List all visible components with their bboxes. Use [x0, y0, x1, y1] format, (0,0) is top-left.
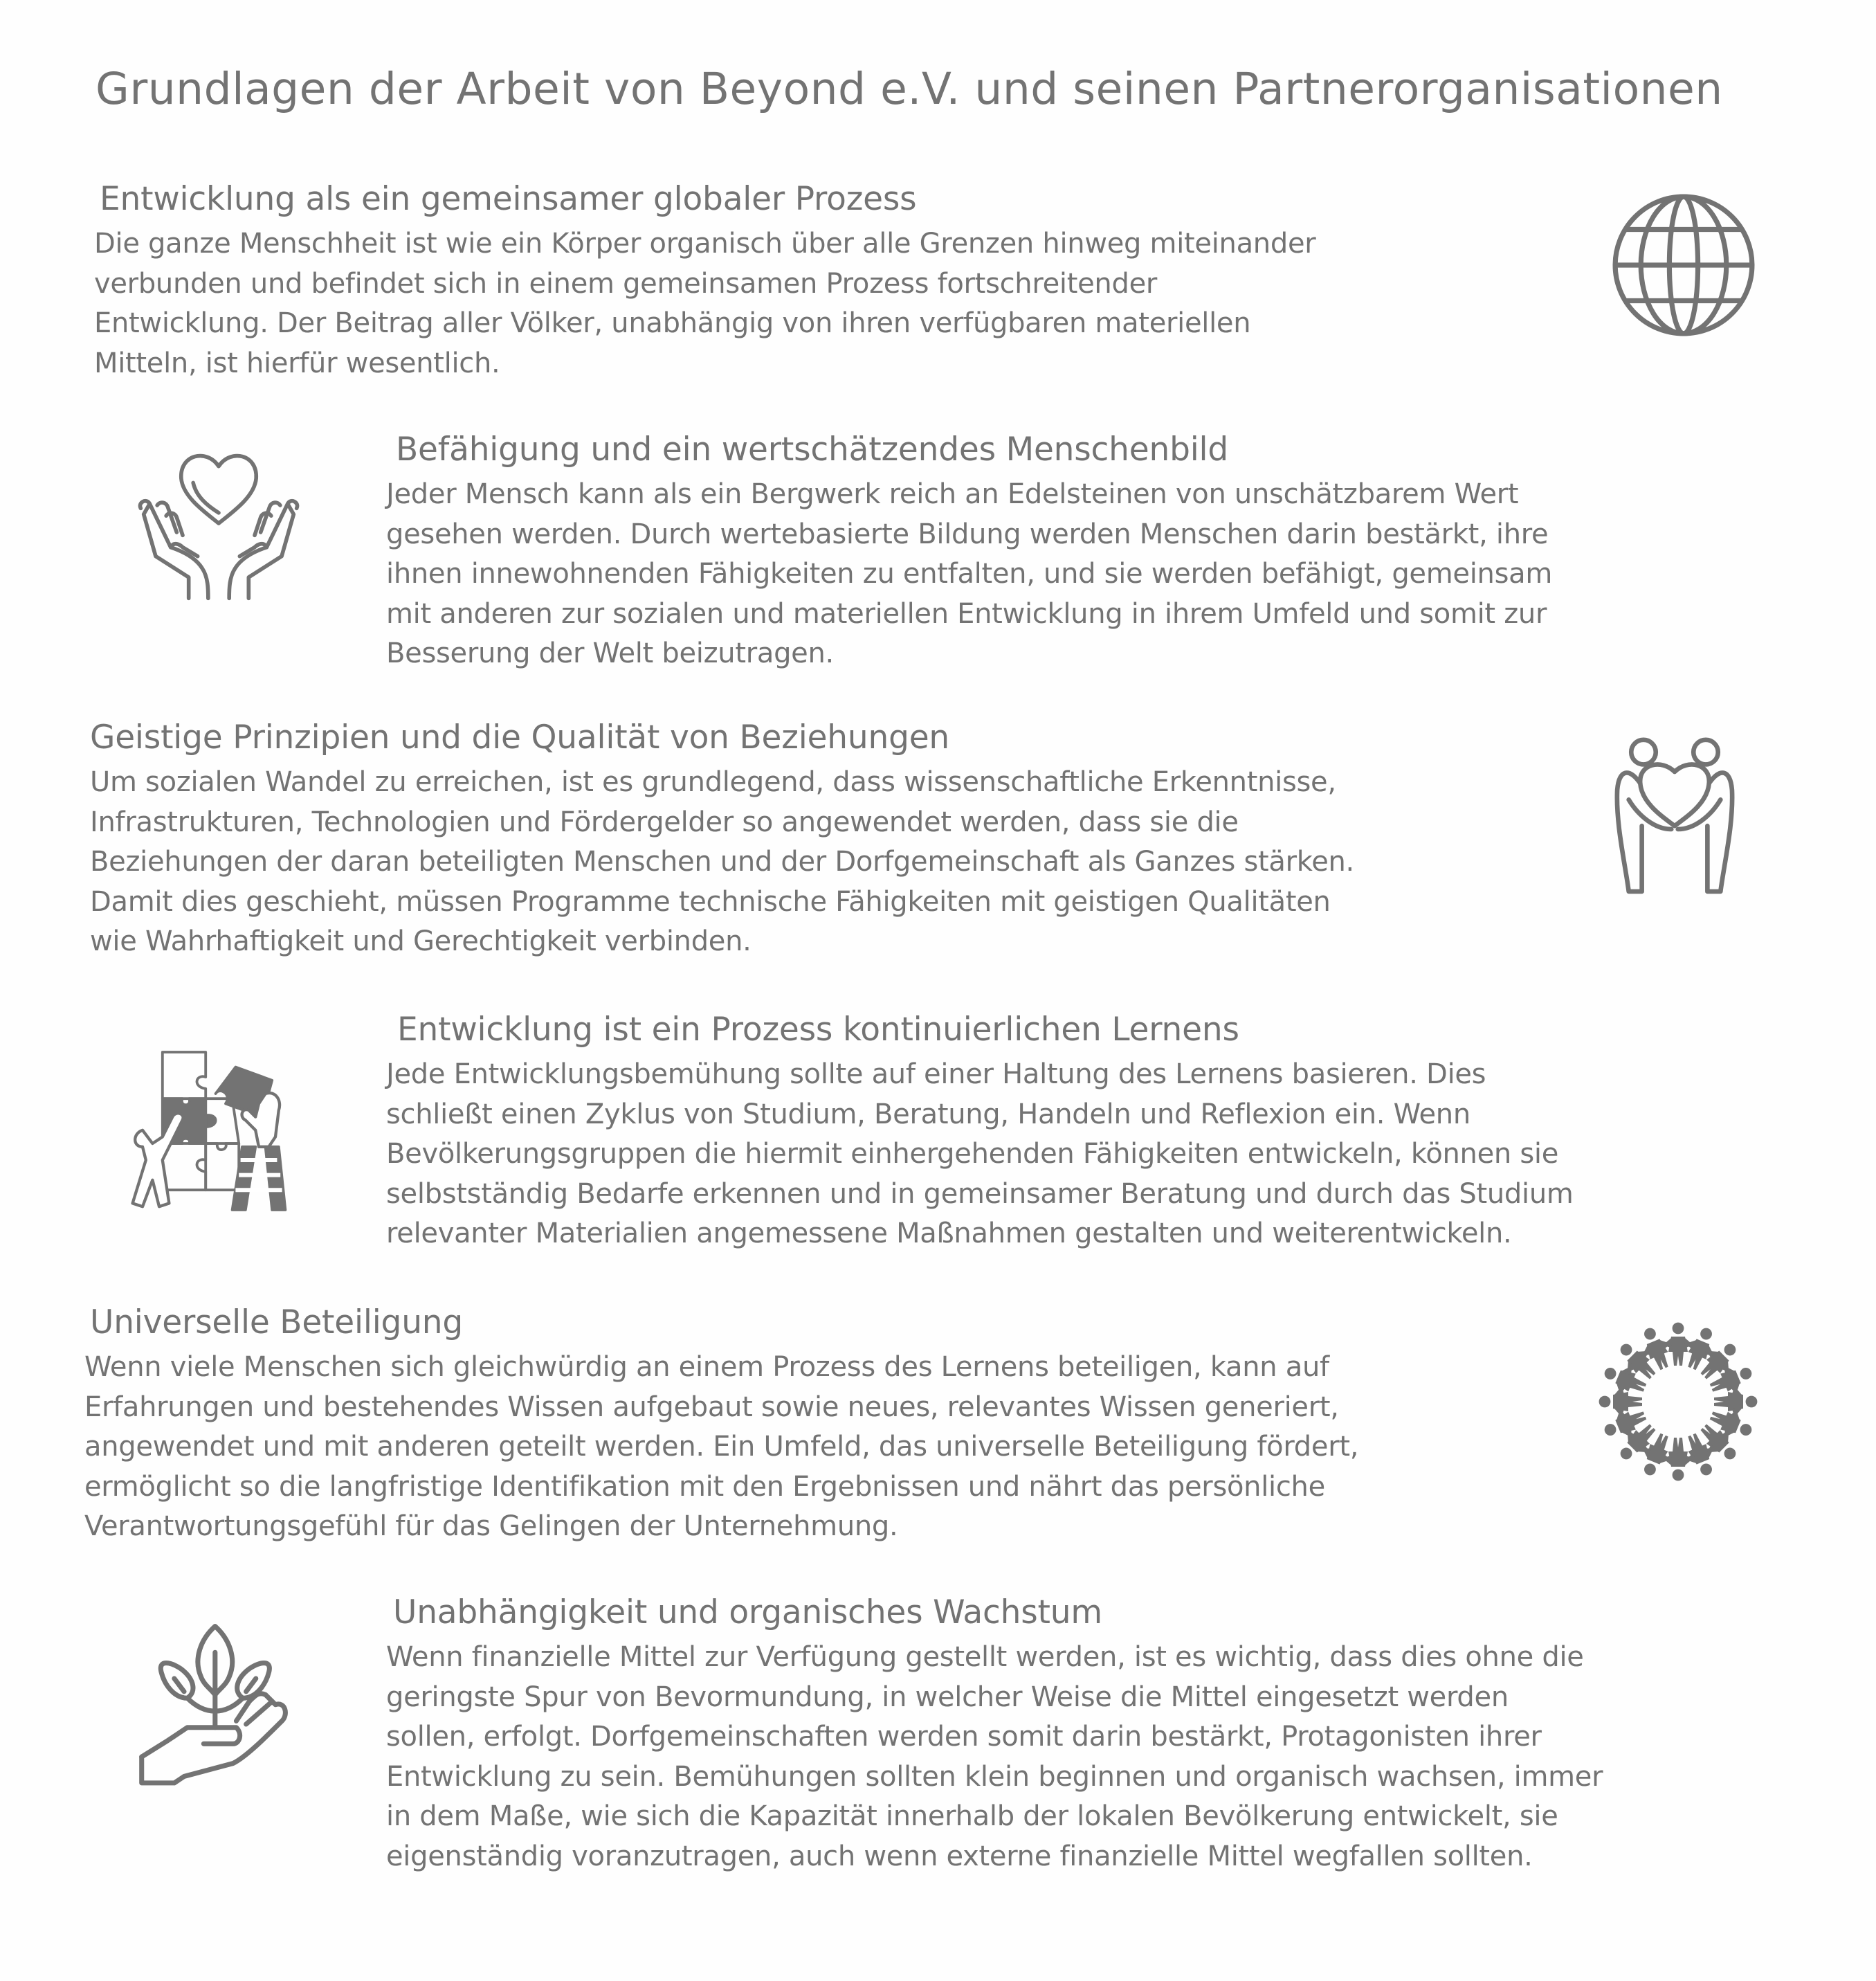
body-line: Erfahrungen und bestehendes Wissen aufgebaut sowie neues, relevantes Wissen generiert,	[84, 1391, 1339, 1423]
body-line: Infrastrukturen, Technologien und Fördergelder so angewendet werden, dass sie die	[90, 806, 1239, 838]
section-body	[386, 475, 1552, 674]
body-line: Entwicklung. Der Beitrag aller Völker, unabhängig von ihren verfügbaren materiellen	[94, 307, 1251, 339]
section-heading: Entwicklung ist ein Prozess kontinuierlichen Lernens	[397, 1011, 1239, 1049]
section-universal-participation	[84, 1302, 1358, 1547]
page-title: Grundlagen der Arbeit von Beyond e.V. und seinen Partnerorganisationen	[95, 64, 1723, 114]
section-continuous-learning	[386, 1009, 1574, 1254]
section-empowerment	[386, 429, 1552, 674]
body-line: ermöglicht so die langfristige Identifikation mit den Ergebnissen und nährt das persönliche	[84, 1470, 1325, 1503]
section-spiritual-principles	[90, 717, 1354, 962]
body-line: Besserung der Welt beizutragen.	[386, 637, 834, 669]
section-heading: Unabhängigkeit und organisches Wachstum	[393, 1593, 1102, 1631]
body-line: Entwicklung zu sein. Bemühungen sollten klein beginnen und organisch wachsen, immer	[386, 1760, 1603, 1793]
body-line: mit anderen zur sozialen und materiellen Entwicklung in ihrem Umfeld und somit zur	[386, 597, 1547, 630]
section-heading: Befähigung und ein wertschätzendes Menschenbild	[396, 431, 1229, 469]
section-heading: Geistige Prinzipien und die Qualität von Beziehungen	[90, 718, 950, 757]
body-line: Jeder Mensch kann als ein Bergwerk reich an Edelsteinen von unschätzbarem Wert	[386, 478, 1519, 510]
globe-icon	[1612, 194, 1755, 336]
body-line: selbstständig Bedarfe erkennen und in gemeinsamer Beratung und durch das Studium	[386, 1177, 1574, 1210]
body-line: sollen, erfolgt. Dorfgemeinschaften werden somit darin bestärkt, Protagonisten ihrer	[386, 1721, 1542, 1753]
section-heading: Entwicklung als ein gemeinsamer globaler Prozess	[100, 180, 917, 218]
plant-hand-icon	[138, 1620, 293, 1783]
body-line: in dem Maße, wie sich die Kapazität innerhalb der lokalen Bevölkerung entwickelt, sie	[386, 1800, 1558, 1832]
body-line: geringste Spur von Bevormundung, in welcher Weise die Mittel eingesetzt werden	[386, 1681, 1509, 1713]
body-line: wie Wahrhaftigkeit und Gerechtigkeit verbinden.	[90, 925, 752, 957]
body-line: Die ganze Menschheit ist wie ein Körper organisch über alle Grenzen hinweg miteinander	[94, 228, 1316, 260]
body-line: ihnen innewohnenden Fähigkeiten zu entfalten, und sie werden befähigt, gemeinsam	[386, 558, 1552, 590]
section-body	[90, 763, 1354, 962]
body-line: Wenn viele Menschen sich gleichwürdig an einem Prozess des Lernens beteiligen, kann auf	[84, 1351, 1329, 1383]
body-line: schließt einen Zyklus von Studium, Beratung, Handeln und Reflexion ein. Wenn	[386, 1098, 1470, 1130]
people-heart-icon	[1612, 734, 1737, 898]
body-line: Mitteln, ist hierfür wesentlich.	[94, 347, 500, 379]
body-line: verbunden und befindet sich in einem gemeinsamen Prozess fortschreitender	[94, 267, 1158, 300]
people-circle-icon	[1595, 1319, 1761, 1485]
body-line: Damit dies geschieht, müssen Programme technische Fähigkeiten mit geistigen Qualitäten	[90, 885, 1331, 918]
hands-heart-icon	[129, 446, 309, 600]
section-body	[94, 224, 1315, 383]
body-line: Verantwortungsgefühl für das Gelingen der Unternehmung.	[84, 1510, 898, 1542]
section-body	[84, 1348, 1358, 1547]
body-line: Bevölkerungsgruppen die hiermit einhergehenden Fähigkeiten entwickeln, können sie	[386, 1138, 1559, 1170]
section-body	[386, 1638, 1603, 1876]
section-body	[386, 1055, 1574, 1254]
body-line: gesehen werden. Durch wertebasierte Bildung werden Menschen darin bestärkt, ihre	[386, 518, 1549, 550]
body-line: Um sozialen Wandel zu erreichen, ist es grundlegend, dass wissenschaftliche Erkenntnisse,	[90, 766, 1336, 798]
body-line: angewendet und mit anderen geteilt werden. Ein Umfeld, das universelle Beteiligung fördert,	[84, 1431, 1359, 1463]
puzzle-team-icon	[126, 1044, 292, 1210]
body-line: eigenständig voranzutragen, auch wenn externe finanzielle Mittel wegfallen sollten.	[386, 1840, 1533, 1872]
body-line: relevanter Materialien angemessene Maßnahmen gestalten und weiterentwickeln.	[386, 1218, 1512, 1249]
section-independence-growth	[386, 1592, 1603, 1876]
body-line: Beziehungen der daran beteiligten Menschen und der Dorfgemeinschaft als Ganzes stärken.	[90, 846, 1354, 878]
body-line: Wenn finanzielle Mittel zur Verfügung gestellt werden, ist es wichtig, dass dies ohne die	[386, 1641, 1584, 1673]
body-line: Jede Entwicklungsbemühung sollte auf einer Haltung des Lernens basieren. Dies	[386, 1058, 1486, 1090]
section-heading: Universelle Beteiligung	[90, 1303, 463, 1341]
section-global-process	[94, 179, 1315, 383]
